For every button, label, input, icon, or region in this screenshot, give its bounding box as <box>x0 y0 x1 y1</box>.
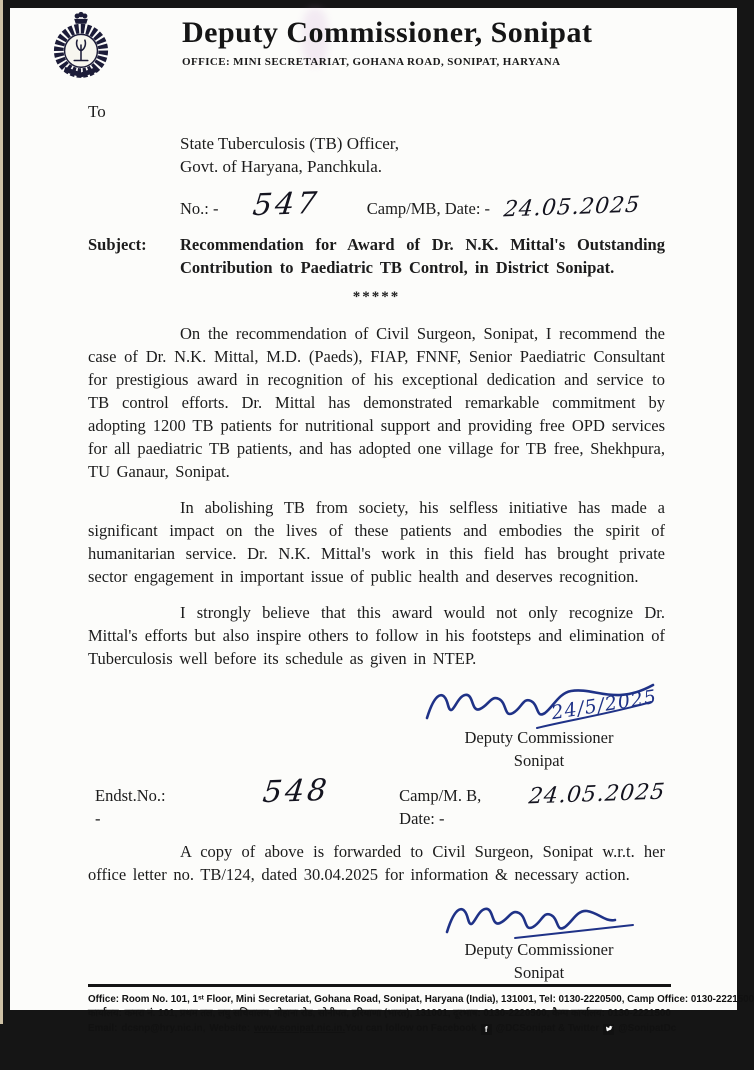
subject-text: Recommendation for Award of Dr. N.K. Mittal's Outstanding Contribution to Paediatric TB Control, in District Sonipat. <box>180 235 665 277</box>
handwritten-signature-date: 24/5/2025 <box>549 685 658 725</box>
haryana-emblem-icon <box>52 10 110 80</box>
handwritten-endorsement-number: 548 <box>260 772 332 811</box>
email-label: Email: <box>88 1023 118 1034</box>
number-label: No.: - <box>180 199 219 218</box>
endorsement-number-label: Endst.No.: - <box>95 786 166 828</box>
date-label: Camp/MB, Date: - <box>366 199 491 218</box>
handwritten-letter-number: 547 <box>250 185 321 224</box>
forwarding-paragraph: A copy of above is forwarded to Civil Surgeon, Sonipat w.r.t. her office letter no. TB/124, dated 30.04.2025 for information & necessary action. <box>88 842 665 884</box>
paragraph-3: I strongly believe that this award would not only recognize Dr. Mittal's efforts but also inspire others to follow in his footsteps and elimination of Tuberculosis well before its schedule as given in NTEP. <box>88 603 665 668</box>
footer-contact-row <box>88 1022 677 1036</box>
letterhead-title: Deputy Commissioner, Sonipat <box>182 16 593 49</box>
footer-address-hindi: कार्यालय: कमरा नं. 101, प्रथम तल, लघु सचिवालय, गोहाना रोड, सोनीपत, हरियाणा (भारत), 131001, दूरभाष: 0130-2220500, कैम्प कार्यालय: 0130-2221500 <box>88 1008 671 1019</box>
footer-bottom-margin <box>88 1036 671 1070</box>
recipient-line-2: Govt. of Haryana, Panchkula. <box>180 157 383 176</box>
recipient-line-1: State Tuberculosis (TB) Officer, <box>180 134 400 153</box>
paragraph-2: In abolishing TB from society, his selfless initiative has made a significant impact on the lives of these patients and embodies the spirit of humanitarian service. Dr. N.K. Mittal's work in this field has brought private sector engagement in important issue of public health and deserves recognition. <box>88 498 665 586</box>
scan-edge-artifact <box>0 0 3 1024</box>
signature-block-2 <box>419 892 659 984</box>
paragraph-1: On the recommendation of Civil Surgeon, Sonipat, I recommend the case of Dr. N.K. Mittal, M.D. (Paeds), FIAP, FNNF, Senior Paediatric Consultant for prestigious award in recognition of his exceptional dedication and service to TB control efforts. Dr. Mittal has demonstrated remarkable commitment by adopting 1200 TB patients for nutritional support and providing free OPD services for all paediatric TB patients, and has adopted one village for TB free, Shekhpura, TU Ganaur, Sonipat. <box>88 324 665 481</box>
facebook-handle: @DCSonipat & Twitter <box>495 1023 600 1034</box>
footer-social <box>345 1022 676 1036</box>
endorsement-date-label: Camp/M. B, Date: - <box>399 786 482 828</box>
signatory-place-1: Sonipat <box>513 751 565 770</box>
letterhead <box>10 8 737 78</box>
signature-ink-icon <box>419 892 659 944</box>
letterhead-office-line: OFFICE: MINI SECRETARIAT, GOHANA ROAD, SONIPAT, HARYANA <box>182 56 561 68</box>
to-label: To <box>88 102 106 121</box>
signatory-place-2: Sonipat <box>513 963 565 982</box>
facebook-icon: f <box>481 1024 492 1035</box>
reference-number-row <box>88 185 665 224</box>
twitter-handle: @SonipatDc <box>618 1023 677 1034</box>
handwritten-letter-date: 24.05.2025 <box>502 192 642 223</box>
letter-body <box>10 86 737 984</box>
footer-address-english: Office: Room No. 101, 1ˢᵗ Floor, Mini Secretariat, Gohana Road, Sonipat, Haryana (India), 131001, Tel: 0130-2220500, Camp Office: 0130-2221500 <box>88 994 754 1005</box>
letter-page <box>10 8 754 1034</box>
subject-label: Subject: <box>88 235 147 254</box>
signature-block-1 <box>419 680 659 772</box>
subject-row <box>88 233 665 279</box>
website-label: Website: <box>209 1023 251 1034</box>
letter-footer <box>88 984 754 1070</box>
signatory-title-1: Deputy Commissioner <box>464 728 614 747</box>
social-prefix-text: You can follow on Facebook <box>345 1023 477 1034</box>
endorsement-row <box>88 772 667 830</box>
footer-email-website <box>88 1022 345 1036</box>
signatory-title-2: Deputy Commissioner <box>464 940 614 959</box>
handwritten-endorsement-date: 24.05.2025 <box>527 779 667 810</box>
recipient-address <box>180 132 665 178</box>
separator-stars: ***** <box>352 289 401 305</box>
website-value: www.sonipat.nic.in. <box>254 1023 346 1034</box>
email-value: dcsnp@hry.nic.in, <box>121 1023 206 1034</box>
twitter-icon <box>603 1024 614 1035</box>
